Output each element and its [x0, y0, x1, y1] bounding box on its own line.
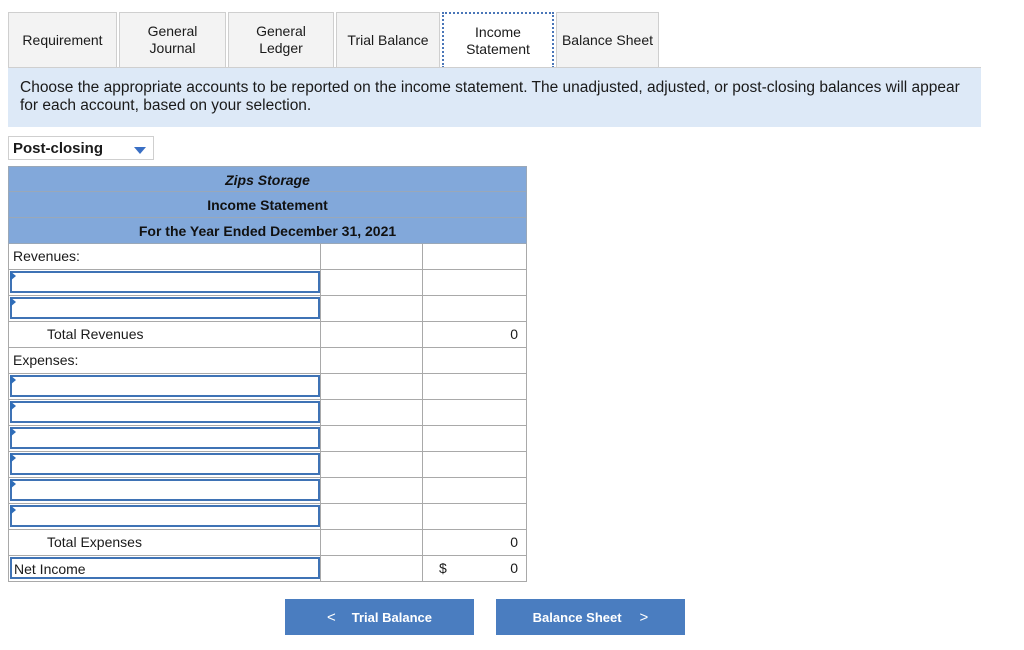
next-button-label: Balance Sheet	[532, 609, 622, 625]
select-marker-icon	[10, 297, 16, 307]
expense-account-select[interactable]	[10, 375, 320, 397]
total-expenses-row	[8, 530, 527, 556]
company-name: Zips Storage	[8, 166, 527, 192]
amount-cell	[321, 270, 423, 295]
expense-amount-input[interactable]	[322, 505, 421, 528]
tab-requirement[interactable]	[8, 12, 117, 68]
statement-title: Income Statement	[8, 192, 527, 218]
select-marker-icon	[10, 505, 16, 515]
tab-label: Trial Balance	[347, 31, 429, 48]
expenses-label: Expenses:	[8, 348, 321, 373]
net-income-row	[8, 556, 527, 582]
account-cell	[8, 478, 321, 503]
expense-amount-input[interactable]	[322, 479, 421, 502]
expense-row	[8, 426, 527, 452]
revenue-account-select[interactable]	[10, 297, 320, 319]
tab-label: Income Statement	[466, 24, 530, 57]
next-balance-sheet-button[interactable]	[496, 599, 685, 635]
amount-cell	[321, 348, 423, 373]
amount-cell	[321, 322, 423, 347]
total-cell	[423, 556, 527, 581]
select-marker-icon	[10, 427, 16, 437]
expense-row	[8, 374, 527, 400]
total-revenues-label: Total Revenues	[8, 322, 321, 347]
select-marker-icon	[10, 453, 16, 463]
select-marker-icon	[10, 479, 16, 489]
total-expenses-value: 0	[423, 530, 527, 555]
instruction-text: Choose the appropriate accounts to be reported on the income statement. The unadjusted, adjusted, or post-closing balances will appear for each account, based on your selection.	[8, 68, 981, 127]
net-income-select[interactable]	[10, 557, 320, 579]
tab-label: General Ledger	[256, 23, 306, 56]
chevron-left-icon: <	[327, 608, 336, 626]
expense-amount-input[interactable]	[322, 453, 421, 476]
expense-row	[8, 478, 527, 504]
account-cell	[8, 400, 321, 425]
total-revenues-row	[8, 322, 527, 348]
account-cell	[8, 504, 321, 529]
total-cell	[423, 504, 527, 529]
net-income-value: 0	[510, 560, 518, 576]
total-cell	[423, 400, 527, 425]
total-cell	[423, 426, 527, 451]
expense-account-select[interactable]	[10, 453, 320, 475]
statement-period: For the Year Ended December 31, 2021	[8, 218, 527, 244]
amount-cell	[321, 504, 423, 529]
table-row	[8, 348, 527, 374]
expense-account-select[interactable]	[10, 427, 320, 449]
total-cell	[423, 478, 527, 503]
total-expenses-label: Total Expenses	[8, 530, 321, 555]
total-revenues-value: 0	[423, 322, 527, 347]
tab-income-statement[interactable]	[442, 12, 554, 68]
amount-cell	[321, 400, 423, 425]
amount-cell	[321, 374, 423, 399]
expense-row	[8, 504, 527, 530]
total-cell	[423, 296, 527, 321]
total-cell	[423, 374, 527, 399]
expense-amount-input[interactable]	[322, 375, 421, 398]
table-row	[8, 244, 527, 270]
tab-bar	[8, 12, 661, 68]
tab-label: Requirement	[22, 31, 103, 48]
expense-row	[8, 452, 527, 478]
revenue-amount-input[interactable]	[322, 271, 421, 294]
expense-account-select[interactable]	[10, 479, 320, 501]
amount-cell	[321, 426, 423, 451]
select-marker-icon	[10, 271, 16, 281]
amount-cell	[321, 452, 423, 477]
total-cell	[423, 270, 527, 295]
balance-type-select[interactable]	[8, 136, 154, 160]
amount-cell	[321, 556, 423, 581]
currency-symbol: $	[439, 560, 447, 576]
expense-account-select[interactable]	[10, 505, 320, 527]
account-cell	[8, 296, 321, 321]
account-cell	[8, 426, 321, 451]
amount-cell	[321, 478, 423, 503]
net-income-label: Net Income	[14, 561, 86, 577]
revenue-row	[8, 270, 527, 296]
account-cell	[8, 556, 321, 581]
revenue-account-select[interactable]	[10, 271, 320, 293]
income-statement-table	[8, 166, 527, 582]
balance-type-value: Post-closing	[13, 140, 104, 157]
expense-amount-input[interactable]	[322, 427, 421, 450]
tab-label: Balance Sheet	[561, 31, 654, 48]
total-cell	[423, 244, 527, 269]
tab-label: General Journal	[147, 23, 198, 56]
tab-trial-balance[interactable]	[336, 12, 440, 68]
amount-cell	[321, 530, 423, 555]
expense-amount-input[interactable]	[322, 401, 421, 424]
tab-general-ledger[interactable]	[228, 12, 334, 68]
amount-cell	[321, 296, 423, 321]
total-cell	[423, 348, 527, 373]
revenues-label: Revenues:	[8, 244, 321, 269]
account-cell	[8, 270, 321, 295]
dropdown-arrow-icon	[134, 147, 146, 154]
select-marker-icon	[10, 375, 16, 385]
amount-cell	[321, 244, 423, 269]
total-cell	[423, 452, 527, 477]
expense-account-select[interactable]	[10, 401, 320, 423]
expense-row	[8, 400, 527, 426]
revenue-row	[8, 296, 527, 322]
chevron-right-icon: >	[639, 608, 649, 626]
select-marker-icon	[10, 401, 16, 411]
prev-button-label: Trial Balance	[351, 609, 432, 625]
prev-trial-balance-button[interactable]	[285, 599, 474, 635]
revenue-amount-input[interactable]	[322, 297, 421, 320]
account-cell	[8, 452, 321, 477]
account-cell	[8, 374, 321, 399]
tab-general-journal[interactable]	[119, 12, 226, 68]
tab-balance-sheet[interactable]	[556, 12, 659, 68]
